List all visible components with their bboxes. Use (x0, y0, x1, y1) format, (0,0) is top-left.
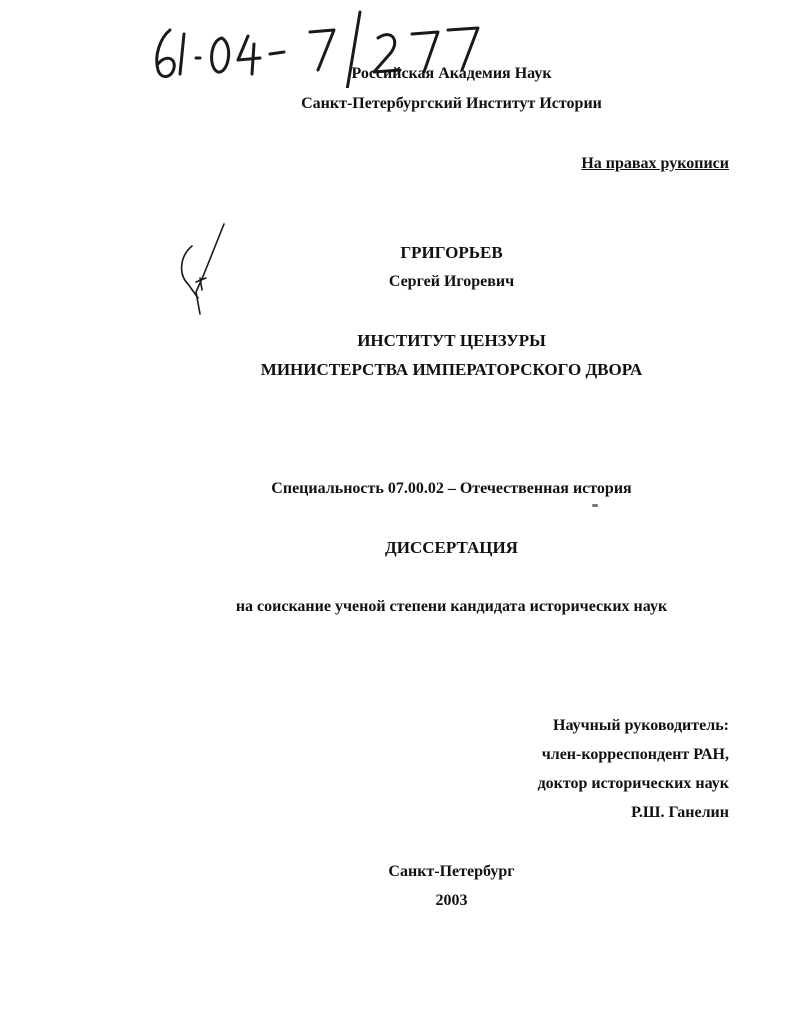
dissertation-title-line-1: ИНСТИТУТ ЦЕНЗУРЫ (357, 331, 546, 350)
supervisor-title-1: член-корреспондент РАН, (541, 746, 729, 763)
supervisor-title-2: доктор исторических наук (537, 775, 729, 792)
dissertation-title-line-2: МИНИСТЕРСТВА ИМПЕРАТОРСКОГО ДВОРА (260, 360, 643, 379)
degree-line: на соискание ученой степени кандидата исторических наук (235, 598, 668, 615)
author-surname: ГРИГОРЬЕВ (400, 243, 503, 262)
document-type: ДИССЕРТАЦИЯ (385, 538, 518, 557)
scan-speck (592, 504, 598, 507)
year: 2003 (435, 892, 468, 909)
handwritten-signature-mark (170, 222, 230, 317)
supervisor-name: Р.Ш. Ганелин (631, 804, 729, 821)
supervisor-heading: Научный руководитель: (553, 717, 729, 734)
institute-name: Санкт-Петербургский Институт Истории (301, 95, 602, 112)
city: Санкт-Петербург (388, 863, 515, 880)
specialty-line: Специальность 07.00.02 – Отечественная история (271, 480, 632, 497)
author-given-names: Сергей Игоревич (388, 273, 515, 290)
manuscript-rights-note: На правах рукописи (581, 155, 729, 172)
academy-name: Российская Академия Наук (351, 65, 552, 82)
